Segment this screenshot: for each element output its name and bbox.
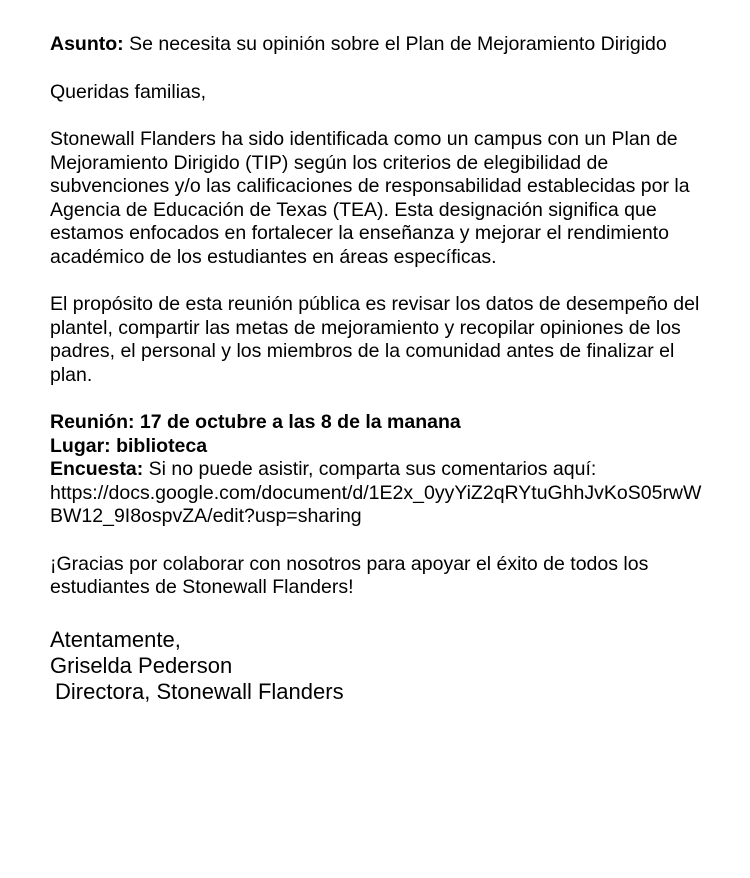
meeting-location: Lugar: biblioteca [50,434,208,457]
signer-name: Griselda Pederson [50,652,233,678]
greeting: Queridas familias, [50,80,207,103]
survey-label: Encuesta: [50,458,144,480]
email-body [50,33,710,705]
subject-text: Se necesita su opinión sobre el Plan de Mejoramiento Dirigido [123,33,667,55]
survey-line [50,458,710,482]
intro-paragraph: Stonewall Flanders ha sido identificada como un campus con un Plan de Mejoramiento Dirigido (TIP) según los criterios de elegibilidad de subvenciones y/o las calificaciones de responsabilidad establecidas por la Agencia de Educación de Texas (TEA). Esta designación significa que estamos enfocados en fortalecer la enseñanza y mejorar el rendimiento académico de los estudiantes en áreas específicas. [50,128,690,268]
survey-text: Si no puede asistir, comparta sus comentarios aquí: [143,458,597,480]
survey-link[interactable]: https://docs.google.com/document/d/1E2x_0yyYiZ2qRYtuGhhJvKoS05rwWBW12_9I8ospvZA/edit?usp=sharing [50,481,702,527]
thanks-paragraph: ¡Gracias por colaborar con nosotros para apoyar el éxito de todos los estudiantes de Stonewall Flanders! [50,552,649,598]
purpose-paragraph: El propósito de esta reunión pública es revisar los datos de desempeño del plantel, compartir las metas de mejoramiento y recopilar opiniones de los padres, el personal y los miembros de la comunidad antes de finalizar el plan. [50,293,700,386]
meeting-date: Reunión: 17 de octubre a las 8 de la manana [50,411,461,433]
subject-label: Asunto: [50,33,124,55]
subject-line [50,33,710,57]
signer-title: Directora, Stonewall Flanders [55,678,344,704]
closing: Atentamente, [50,626,181,652]
